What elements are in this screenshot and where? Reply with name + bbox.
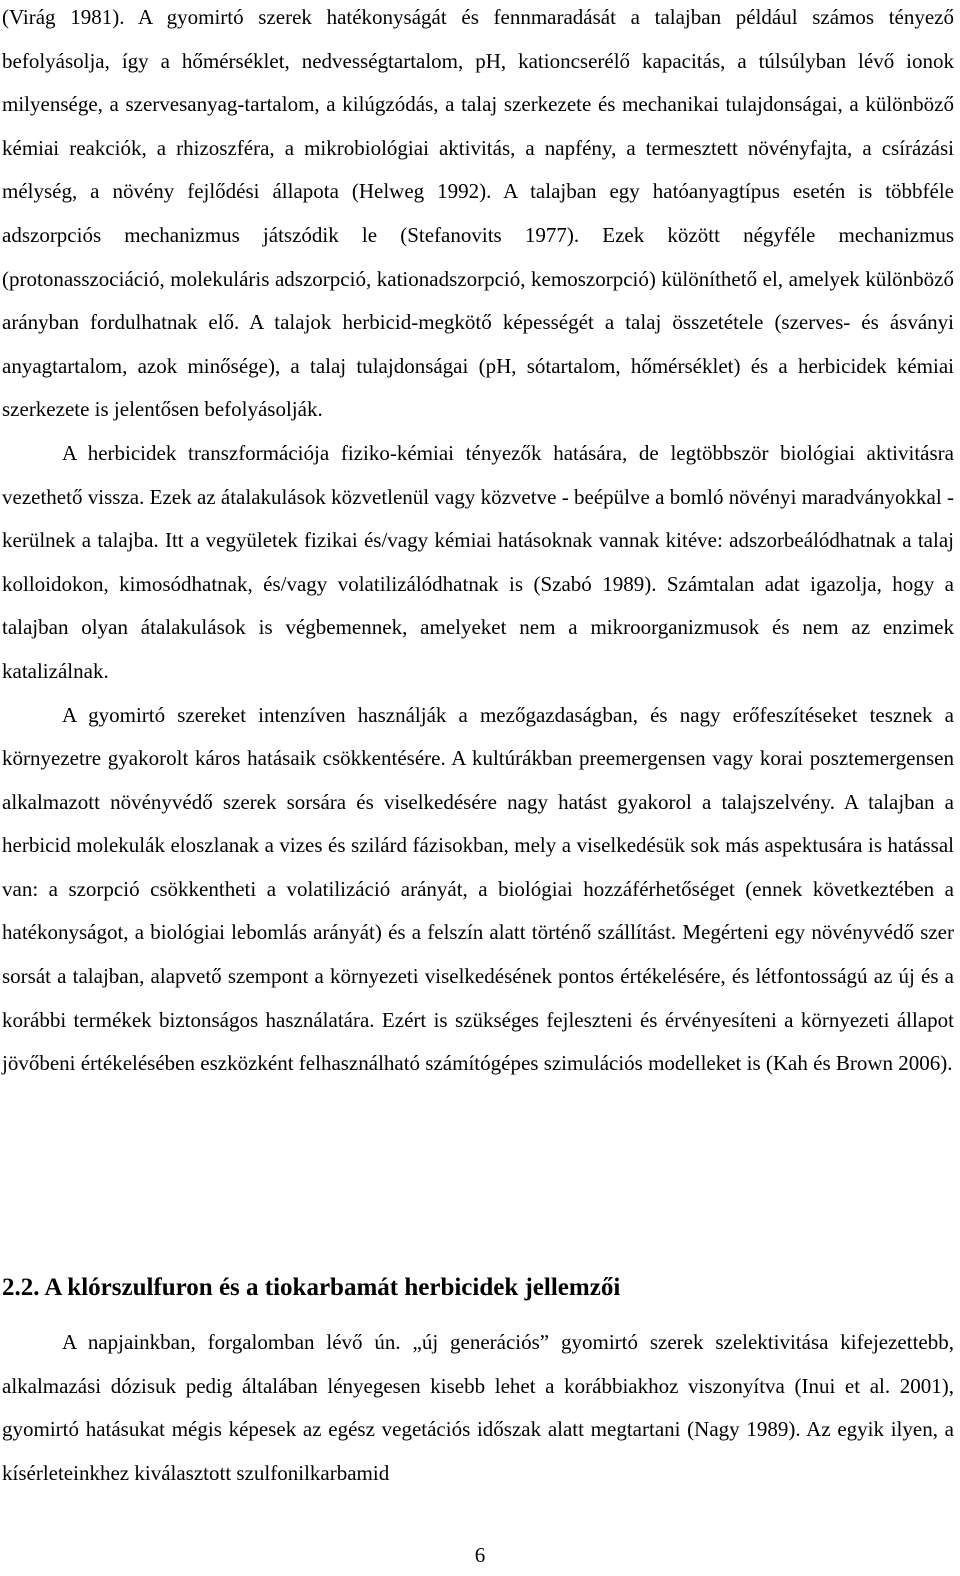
paragraph-1: (Virág 1981). A gyomirtó szerek hatékonyságát és fennmaradását a talajban például számos tényező befolyásolja, így a hőmérséklet, nedvességtartalom, pH, kationcserélő kapacitás, a túlsúlyban lévő ionok milyensége, a szervesanyag-tartalom, a kilúgzódás, a talaj szerkezete és mechanikai tulajdonságai, a különböző kémiai reakciók, a rhizoszféra, a mikrobiológiai aktivitás, a napfény, a termesztett növényfajta, a csírázási mélység, a növény fejlődési állapota (Helweg 1992). A talajban egy hatóanyagtípus esetén is többféle adszorpciós mechanizmus játszódik le (Stefanovits 1977). Ezek között négyféle mechanizmus (protonasszociáció, molekuláris adszorpció, kationadszorpció, kemoszorpció) különíthető el, amelyek különböző arányban fordulhatnak elő. A talajok herbicid-megkötő képességét a talaj összetétele (szerves- és ásványi anyagtartalom, azok minősége), a talaj tulajdonságai (pH, sótartalom, hőmérséklet) és a herbicidek kémiai szerkezete is jelentősen befolyásolják. (2, 5, 954, 422)
page-number: 6 (474, 1543, 486, 1567)
body-text (2, 0, 954, 1086)
section-body (2, 1321, 954, 1495)
section-heading: 2.2. A klórszulfuron és a tiokarbamát herbicidek jellemzői (2, 1274, 621, 1301)
paragraph-3: A gyomirtó szereket intenzíven használják a mezőgazdaságban, és nagy erőfeszítéseket tesznek a környezetre gyakorolt káros hatásaik csökkentésére. A kultúrákban preemergensen vagy korai posztemergensen alkalmazott növényvédő szerek sorsára és viselkedésére nagy hatást gyakorol a talajszelvény. A talajban a herbicid molekulák eloszlanak a vizes és szilárd fázisokban, mely a viselkedésük sok más aspektusára is hatással van: a szorpció csökkentheti a volatilizáció arányát, a biológiai hozzáférhetőséget (ennek következtében a hatékonyságot, a biológiai lebomlás arányát) és a felszín alatt történő szállítást. Megérteni egy növényvédő szer sorsát a talajban, alapvető szempont a környezeti viselkedésének pontos értékelésére, és létfontosságú az új és a korábbi termékek biztonságos használatára. Ezért is szükséges fejleszteni és érvényesíteni a környezeti állapot jövőbeni értékelésében eszközként felhasználható számítógépes szimulációs modelleket is (Kah és Brown 2006). (2, 702, 954, 1076)
section-paragraph: A napjainkban, forgalomban lévő ún. „új generációs” gyomirtó szerek szelektivitása kifejezettebb, alkalmazási dózisuk pedig általában lényegesen kisebb lehet a korábbiakhoz viszonyítva (Inui et al. 2001), gyomirtó hatásukat mégis képesek az egész vegetációs időszak alatt megtartani (Nagy 1989). Az egyik ilyen, a kísérleteinkhez kiválasztott szulfonilkarbamid (2, 1330, 954, 1485)
paragraph-2: A herbicidek transzformációja fiziko-kémiai tényezők hatására, de legtöbbször biológiai aktivitásra vezethető vissza. Ezek az átalakulások közvetlenül vagy közvetve - beépülve a bomló növényi maradványokkal - kerülnek a talajba. Itt a vegyületek fizikai és/vagy kémiai hatásoknak vannak kitéve: adszorbeálódhatnak a talaj kolloidokon, kimosódhatnak, és/vagy volatilizálódhatnak is (Szabó 1989). Számtalan adat igazolja, hogy a talajban olyan átalakulások is végbemennek, amelyeket nem a mikroorganizmusok és nem az enzimek katalizálnak. (2, 440, 954, 683)
